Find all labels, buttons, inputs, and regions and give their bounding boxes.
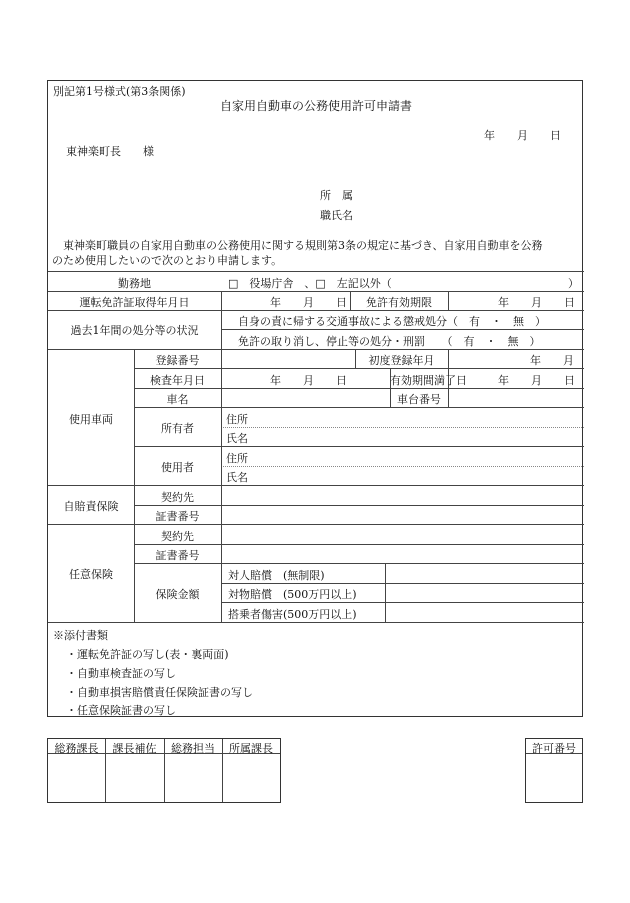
- workplace-label: 勤務地: [118, 277, 151, 290]
- property-coverage: 対物賠償 (500万円以上): [228, 588, 357, 601]
- cali-cert-label: 証書番号: [155, 510, 200, 523]
- stamp-deputy-chief: 課長補佐: [112, 742, 157, 755]
- form-title: 自家用自動車の公務使用許可申請書: [219, 99, 412, 113]
- stamp-general-affairs-staff: 総務担当: [171, 742, 215, 755]
- inspection-label: 検査年月日: [150, 374, 205, 387]
- owner-name-label: 氏名: [226, 432, 248, 445]
- form-number: 別記第1号様式(第3条関係): [53, 85, 186, 98]
- first-reg-label: 初度登録年月: [368, 354, 435, 367]
- vehicle-label: 使用車両: [69, 413, 113, 426]
- valid-until-field[interactable]: 年 月 日: [498, 374, 575, 387]
- license-expiry-field[interactable]: 年 月 日: [498, 296, 575, 309]
- attachment-item: ・運転免許証の写し(表・裏両面): [66, 648, 229, 661]
- user-name-label: 氏名: [226, 471, 248, 484]
- attachment-item: ・自動車検査証の写し: [66, 667, 176, 680]
- license-expiry-label: 免許有効期限: [366, 296, 432, 309]
- permit-number-label: 許可番号: [532, 742, 576, 755]
- first-reg-field[interactable]: 年 月: [530, 354, 574, 367]
- stamp-general-affairs-chief: 総務課長: [54, 742, 99, 755]
- history-label: 過去1年間の処分等の状況: [70, 324, 199, 337]
- voluntary-label: 任意保険: [69, 568, 113, 581]
- bodily-coverage: 対人賠償 (無制限): [228, 569, 325, 582]
- cali-label: 自賠責保険: [63, 500, 119, 513]
- owner-label: 所有者: [161, 422, 194, 435]
- date-field[interactable]: 年 月 日: [484, 129, 561, 142]
- stamp-department-chief: 所属課長: [229, 742, 273, 755]
- applicant-name-label: 職氏名: [320, 209, 353, 222]
- approval-stamp-table: [47, 738, 281, 803]
- owner-address-label: 住所: [226, 413, 248, 426]
- history-discipline[interactable]: 自身の責に帰する交通事故による懲戒処分（ 有 ・ 無 ）: [238, 315, 546, 328]
- license-date-field[interactable]: 年 月 日: [270, 296, 347, 309]
- cali-contractor-label: 契約先: [161, 491, 194, 504]
- reg-no-label: 登録番号: [155, 354, 200, 367]
- addressee: 東神楽町長 様: [66, 145, 154, 158]
- user-label: 使用者: [161, 461, 194, 474]
- body-text-line1: 東神楽町職員の自家用自動車の公務使用に関する規則第3条の規定に基づき、自家用自動車を公務: [52, 239, 543, 252]
- user-address-label: 住所: [226, 452, 248, 465]
- license-date-label: 運転免許証取得年月日: [79, 296, 190, 309]
- car-name-label: 車名: [166, 393, 189, 406]
- permit-number-box: [525, 738, 583, 803]
- attachments-heading: ※添付書類: [53, 629, 108, 642]
- history-license-action[interactable]: 免許の取り消し、停止等の処分・刑罰 （ 有 ・ 無 ）: [238, 335, 541, 348]
- workplace-options[interactable]: □ 役場庁舎 、□ 左記以外（: [228, 277, 392, 290]
- passenger-coverage: 搭乗者傷害(500万円以上): [228, 608, 357, 621]
- attachment-item: ・任意保険証書の写し: [66, 704, 176, 717]
- inspection-field[interactable]: 年 月 日: [270, 374, 347, 387]
- voluntary-cert-label: 証書番号: [155, 549, 200, 562]
- application-form: 別記第1号様式(第3条関係) 自家用自動車の公務使用許可申請書 年 月 日 東神楽町長 様 所 属 職氏名 東神楽町職員の自家用自動車の公務使用に関する規則第3条の規定に基づき、自家用自動車を公務 のため使用したいので次のとおり申請します。 勤務地 □ 役場庁舎 、□ 左記以外（ ） 運転免許証取得年月日 年 月 日 免許有効期限 年 月 日 過去1年間の処分等の状況 自身の責に帰する交通事故による懲戒処分（ 有 ・ 無 ） 免許の取り消し、停止等の処分・刑罰 （ 有 ・ 無 ） 使用車両 登録番号 初度登録年月 年 月 検査年月日 年 月 日 有効期間満了日 年 月 日 車名 車台番号 所有者 住所 氏名 使用者 住所 氏名 自賠責保険 契約先 証書番号 任意保険 契約先 証書番号 保険金額 対人賠償 (無制限) 対物賠償 (500万円以上) 搭乗者傷害(500万円以上) ※添付書類 ・運転免許証の写し(表・裏両面) ・自動車検査証の写し ・自動車損害賠償責任保険証書の写し ・任意保険証書の写し: [47, 80, 583, 717]
- valid-until-label: 有効期間満了日: [390, 374, 467, 387]
- amount-label: 保険金額: [155, 588, 200, 601]
- attachment-item: ・自動車損害賠償責任保険証書の写し: [66, 686, 253, 699]
- affiliation-label: 所 属: [320, 189, 353, 202]
- voluntary-contractor-label: 契約先: [161, 530, 194, 543]
- chassis-label: 車台番号: [397, 393, 441, 406]
- body-text-line2: のため使用したいので次のとおり申請します。: [52, 254, 283, 267]
